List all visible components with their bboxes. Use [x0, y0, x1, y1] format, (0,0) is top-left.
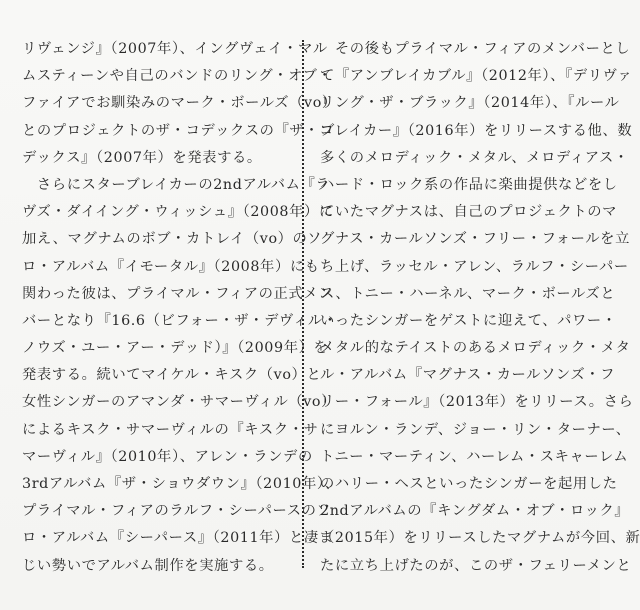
left-text-column — [22, 36, 340, 580]
right-text-column — [320, 36, 640, 580]
text-line: ハード・ロック系の作品に楽曲提供などをし — [320, 176, 618, 193]
text-line: ロ・アルバム『イモータル』（2008年）にも — [22, 258, 320, 275]
text-line: によるキスク・サマーヴィルの『キスク・サ — [22, 421, 319, 438]
text-line: マーヴィル』（2010年）、アレン・ランデの — [22, 448, 313, 465]
text-line: リング・ザ・ブラック』（2014年）、『ルール — [320, 95, 620, 112]
text-line: のハリー・ヘスといったシンガーを起用した — [320, 476, 618, 492]
text-line: ファイアでお馴染みのマーク・ボールズ（vo） — [22, 95, 337, 112]
text-line: たに立ち上げたのが、このザ・フェリーメンと — [320, 557, 632, 574]
text-line: ムスティーンや自己のバンドのリング・オブ・ — [22, 68, 333, 85]
text-line: 3rdアルバム『ザ・ショウダウン』（2010年）、 — [22, 476, 340, 492]
text-line: にヨルン・ランデ、ジョー・リン・ターナー、 — [320, 421, 631, 438]
text-line: ス、トニー・ハーネル、マーク・ボールズと — [320, 285, 616, 302]
text-line: さらにスターブレイカーの2ndアルバム『ラ — [22, 176, 331, 193]
text-line: メタル的なテイストのあるメロディック・メタ — [320, 340, 631, 357]
text-line: その後もプライマル・フィアのメンバーとし — [320, 41, 631, 57]
text-line: とのプロジェクトのザ・コデックスの『ザ・コ — [22, 122, 335, 139]
text-line: ていたマグナスは、自己のプロジェクトのマ — [320, 204, 618, 221]
text-line: 加え、マグナムのボブ・カトレイ（vo）のソ — [22, 231, 323, 248]
text-line: 多くのメロディック・メタル、メロディアス・ — [320, 149, 629, 166]
text-line: ち上げ、ラッセル・アレン、ラルフ・シーパー — [320, 258, 629, 275]
text-line: いったシンガーをゲストに迎えて、パワー・ — [320, 312, 617, 329]
text-line: デックス』（2007年）を発表する。 — [22, 149, 262, 166]
text-line: リヴェンジ』（2007年）、イングヴェイ・マル — [22, 41, 328, 57]
text-line: ノウズ・ユー・アー・デッド）』（2009年）を — [22, 340, 329, 357]
text-line: じい勢いでアルバム制作を実施する。 — [22, 557, 274, 574]
text-line: ブレイカー』（2016年）をリリースする他、数 — [320, 122, 633, 139]
text-line: 女性シンガーのアマンダ・サマーヴィル（vo） — [22, 394, 337, 411]
text-line: グナス・カールソンズ・フリー・フォールを立 — [320, 231, 630, 248]
text-line: 2ndアルバムの『キングダム・オブ・ロック』 — [320, 503, 630, 520]
text-line: バーとなり『16.6（ビフォー・ザ・デヴィル・ — [22, 312, 338, 329]
text-line: て『アンブレイカブル』（2012年）、『デリヴァ — [320, 68, 633, 85]
text-line: 関わった彼は、プライマル・フィアの正式メン — [22, 285, 334, 302]
text-line: ル・アルバム『マグナス・カールソンズ・フ — [320, 367, 616, 384]
text-line: トニー・マーティン、ハーレム・スキャーレム — [320, 448, 629, 465]
text-line: （2015年）をリリースしたマグナムが今回、新 — [320, 530, 640, 547]
dotted-column-divider — [302, 40, 304, 568]
text-line: 発表する。続いてマイケル・キスク（vo）と — [22, 367, 322, 384]
text-line: ヴズ・ダイイング・ウィッシュ』（2008年）に — [22, 204, 334, 221]
text-line: リー・フォール』（2013年）をリリース。さら — [320, 394, 634, 411]
text-line: プライマル・フィアのラルフ・シーパースのソ — [22, 503, 332, 520]
text-line: ロ・アルバム『シーパース』（2011年）と凄ま — [22, 530, 334, 547]
